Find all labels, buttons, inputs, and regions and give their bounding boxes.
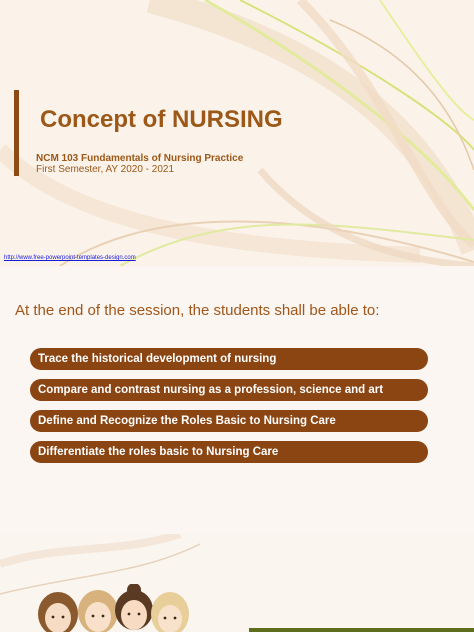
title-slide [0,0,474,266]
objectives-slide [0,266,474,534]
template-source-link[interactable]: http://www.free-powerpoint-templates-design.com [4,255,136,261]
objective-item: Define and Recognize the Roles Basic to Nursing Care [30,410,428,432]
objective-item: Differentiate the roles basic to Nursing Care [30,441,428,463]
slide-title: Concept of NURSING [40,106,283,133]
title-accent-bar [14,90,19,176]
nursing-students-illustration [30,584,190,632]
objectives-intro: At the end of the session, the students shall be able to: [15,302,380,319]
semester-label: First Semester, AY 2020 - 2021 [36,164,175,175]
objective-item: Trace the historical development of nursing [30,348,428,370]
objective-item: Compare and contrast nursing as a profession, science and art [30,379,428,401]
illustration-slide [0,534,474,632]
course-name: NCM 103 Fundamentals of Nursing Practice [36,153,244,164]
footer-accent-bar [249,628,474,632]
